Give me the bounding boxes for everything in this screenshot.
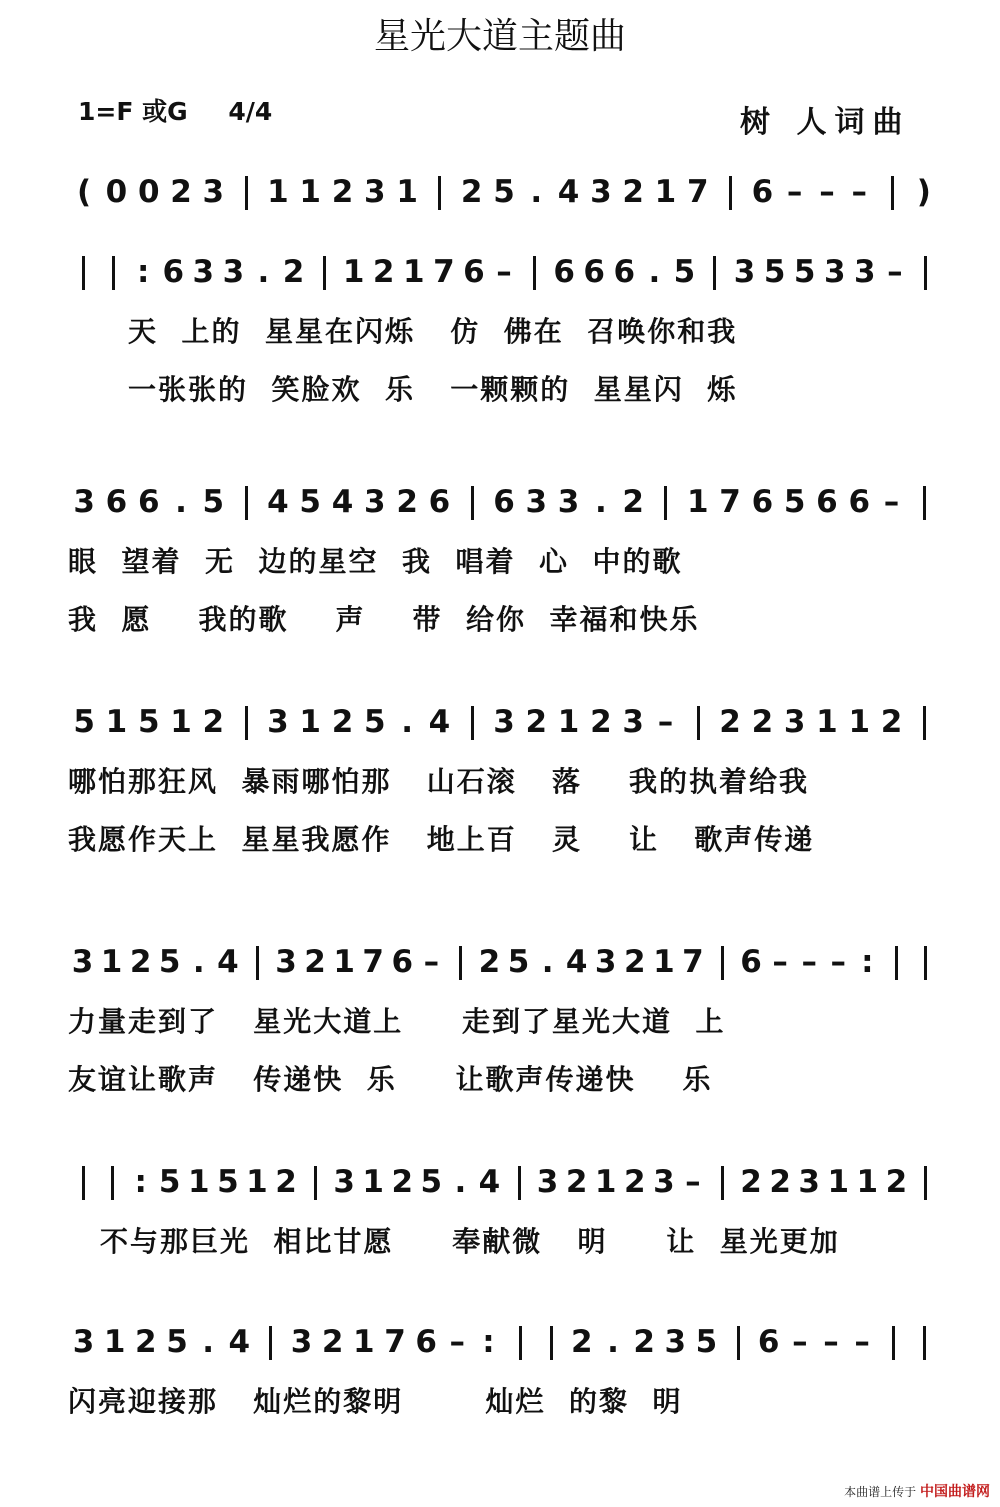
note: 1 xyxy=(816,704,838,740)
note: 7 xyxy=(433,254,455,290)
note: 2 xyxy=(571,1324,593,1360)
notation-mark: . xyxy=(594,484,607,520)
note: 3 xyxy=(290,1324,313,1360)
lyric-line: 一张张的 笑脸欢 乐 一颗颗的 星星闪 烁 xyxy=(128,373,738,406)
notation-mark: . xyxy=(192,944,205,980)
note: 1 xyxy=(105,704,128,740)
note: 6 xyxy=(751,174,774,210)
lyric-line: 天 上的 星星在闪烁 仿 佛在 召唤你和我 xyxy=(128,315,738,348)
note: 2 xyxy=(769,1164,791,1200)
note: 5 xyxy=(673,254,696,290)
lyric-line: 力量走到了 星光大道上 走到了星光大道 上 xyxy=(68,1005,726,1038)
note: 3 xyxy=(333,1164,355,1200)
notation-mark: – xyxy=(496,254,512,290)
note: 4 xyxy=(267,484,289,520)
note: 2 xyxy=(396,484,418,520)
note: 3 xyxy=(536,1164,559,1200)
note: 5 xyxy=(793,254,816,290)
note: 7 xyxy=(362,944,384,980)
notation-mark: – xyxy=(830,944,847,980)
lyric-line: 不与那巨光 相比甘愿 奉献微 明 让 星光更加 xyxy=(100,1225,840,1258)
note: 2 xyxy=(129,944,152,980)
note: 3 xyxy=(783,704,806,740)
note: 2 xyxy=(751,704,774,740)
note: 3 xyxy=(594,944,617,980)
lyric-line: 闪亮迎接那 灿烂的黎明 灿烂 的黎 明 xyxy=(68,1385,683,1418)
note: 6 xyxy=(613,254,636,290)
notation-mark: . xyxy=(541,944,554,980)
composer-credit: 树 人词曲 xyxy=(740,105,911,140)
lyric-line: 友谊让歌声 传递快 乐 让歌声传递快 乐 xyxy=(68,1063,713,1096)
notation-mark: : xyxy=(482,1324,495,1360)
page-title: 星光大道主题曲 xyxy=(373,16,626,57)
note: 3 xyxy=(192,254,215,290)
notes-line xyxy=(0,1318,1000,1388)
note: 3 xyxy=(653,1164,675,1200)
note: 2 xyxy=(624,944,646,980)
note: 2 xyxy=(740,1164,762,1200)
note: 7 xyxy=(719,484,741,520)
note: 3 xyxy=(733,254,756,290)
notation-mark: – xyxy=(657,704,674,740)
note: 5 xyxy=(507,944,530,980)
note: 5 xyxy=(158,1164,181,1200)
note: 6 xyxy=(493,484,515,520)
footer xyxy=(844,1481,990,1501)
note: 1 xyxy=(362,1164,384,1200)
note: 4 xyxy=(557,174,580,210)
notation-mark: – xyxy=(823,1324,839,1360)
key-signature-text: 1=F 或G xyxy=(78,97,188,126)
note: 5 xyxy=(493,174,515,210)
note: 3 xyxy=(525,484,548,520)
notation-mark: . xyxy=(202,1324,215,1360)
notation-mark: : xyxy=(136,254,150,290)
note: 6 xyxy=(757,1324,780,1360)
note: 2 xyxy=(525,704,548,740)
note: 3 xyxy=(72,1324,95,1360)
note: 5 xyxy=(158,944,181,980)
note: 2 xyxy=(565,1164,588,1200)
notation-mark: . xyxy=(530,174,543,210)
notation-mark: – xyxy=(801,944,817,980)
note: 3 xyxy=(493,704,515,740)
note: 3 xyxy=(275,944,297,980)
notation-mark: . xyxy=(454,1164,467,1200)
notation-mark: – xyxy=(851,174,867,210)
note: 3 xyxy=(222,254,245,290)
note: 2 xyxy=(719,704,741,740)
lyric-line: 我 愿 我的歌 声 带 给你 幸福和快乐 xyxy=(68,603,700,636)
note: 3 xyxy=(664,1324,687,1360)
notation-mark: : xyxy=(861,944,874,980)
note: 6 xyxy=(583,254,605,290)
notation-mark: ( xyxy=(77,174,92,210)
note: 7 xyxy=(682,944,704,980)
note: 5 xyxy=(73,704,95,740)
notation-mark: . xyxy=(401,704,413,740)
note: 2 xyxy=(460,174,483,210)
notes-line xyxy=(0,168,1000,238)
note: 5 xyxy=(763,254,786,290)
note: 5 xyxy=(166,1324,188,1360)
note: 1 xyxy=(267,174,289,210)
note: 3 xyxy=(364,174,386,210)
note: 5 xyxy=(783,484,806,520)
note: 5 xyxy=(695,1324,718,1360)
notation-mark: – xyxy=(685,1164,701,1200)
note: 2 xyxy=(331,704,354,740)
note: 4 xyxy=(478,1164,501,1200)
notes-line xyxy=(0,1158,1000,1228)
note: 2 xyxy=(282,254,305,290)
note: 6 xyxy=(463,254,485,290)
note: 2 xyxy=(478,944,501,980)
note: 1 xyxy=(396,174,418,210)
note: 1 xyxy=(299,174,321,210)
notation-mark: . xyxy=(257,254,270,290)
note: 1 xyxy=(827,1164,850,1200)
notation-mark: – xyxy=(819,174,835,210)
note: 3 xyxy=(854,254,876,290)
notes-line xyxy=(0,478,1000,548)
note: 1 xyxy=(100,944,123,980)
note: 6 xyxy=(751,484,774,520)
note: 7 xyxy=(686,174,709,210)
note: 4 xyxy=(565,944,588,980)
notation-mark: – xyxy=(449,1324,466,1360)
key-signature xyxy=(78,92,272,128)
note: 6 xyxy=(740,944,762,980)
lyric-line: 眼 望着 无 边的星空 我 唱着 心 中的歌 xyxy=(68,545,683,578)
note: 2 xyxy=(885,1164,908,1200)
note: 6 xyxy=(848,484,871,520)
note: 3 xyxy=(73,484,95,520)
note: 1 xyxy=(557,704,580,740)
time-signature-text: 4/4 xyxy=(228,97,273,126)
note: 4 xyxy=(428,704,451,740)
note: 5 xyxy=(364,704,386,740)
note: 2 xyxy=(170,174,192,210)
note: 6 xyxy=(162,254,185,290)
note: 2 xyxy=(372,254,395,290)
note: 3 xyxy=(202,174,225,210)
notation-mark: – xyxy=(792,1324,808,1360)
note: 1 xyxy=(654,174,677,210)
note: 2 xyxy=(135,1324,157,1360)
note: 0 xyxy=(105,174,128,210)
note: 3 xyxy=(823,254,846,290)
note: 3 xyxy=(364,484,386,520)
note: 6 xyxy=(428,484,451,520)
notation-mark: . xyxy=(175,484,187,520)
note: 3 xyxy=(798,1164,820,1200)
note: 6 xyxy=(105,484,128,520)
note: 2 xyxy=(202,704,225,740)
notation-mark: . xyxy=(607,1324,619,1360)
note: 1 xyxy=(333,944,355,980)
note: 4 xyxy=(228,1324,251,1360)
note: 2 xyxy=(624,1164,646,1200)
note: 1 xyxy=(299,704,321,740)
note: 3 xyxy=(622,704,644,740)
note: 4 xyxy=(331,484,354,520)
notation-mark: . xyxy=(648,254,661,290)
note: 5 xyxy=(299,484,321,520)
notes-line xyxy=(0,698,1000,768)
note: 2 xyxy=(275,1164,297,1200)
note: 2 xyxy=(304,944,326,980)
note: 3 xyxy=(557,484,580,520)
note: 4 xyxy=(217,944,239,980)
notation-mark: – xyxy=(854,1324,870,1360)
note: 2 xyxy=(880,704,903,740)
note: 2 xyxy=(622,174,644,210)
note: 6 xyxy=(415,1324,437,1360)
footer-site-logo: 中国曲谱网 xyxy=(920,1484,990,1500)
footer-uploaded-text: 本曲谱上传于 xyxy=(844,1485,917,1499)
notation-mark: : xyxy=(134,1164,147,1200)
note: 1 xyxy=(653,944,675,980)
notation-mark: – xyxy=(883,484,900,520)
note: 1 xyxy=(594,1164,617,1200)
notation-mark: ) xyxy=(916,174,931,210)
notes-line xyxy=(0,248,1000,318)
note: 1 xyxy=(686,484,709,520)
notes-line xyxy=(0,938,1000,1008)
note: 5 xyxy=(217,1164,239,1200)
note: 6 xyxy=(391,944,414,980)
note: 1 xyxy=(246,1164,268,1200)
notation-mark: – xyxy=(423,944,440,980)
note: 1 xyxy=(353,1324,375,1360)
note: 1 xyxy=(188,1164,210,1200)
note: 3 xyxy=(590,174,612,210)
note: 1 xyxy=(848,704,871,740)
note: 2 xyxy=(590,704,612,740)
note: 5 xyxy=(137,704,160,740)
note: 1 xyxy=(170,704,192,740)
note: 7 xyxy=(384,1324,406,1360)
note: 1 xyxy=(402,254,425,290)
note: 6 xyxy=(137,484,160,520)
note: 2 xyxy=(622,484,644,520)
note: 6 xyxy=(553,254,575,290)
note: 2 xyxy=(321,1324,344,1360)
note: 6 xyxy=(816,484,838,520)
note: 2 xyxy=(633,1324,655,1360)
note: 3 xyxy=(71,944,94,980)
notation-mark: – xyxy=(786,174,803,210)
note: 5 xyxy=(420,1164,443,1200)
note: 1 xyxy=(103,1324,126,1360)
notation-mark: – xyxy=(887,254,903,290)
note: 3 xyxy=(267,704,289,740)
note: 5 xyxy=(202,484,225,520)
lyric-line: 哪怕那狂风 暴雨哪怕那 山石滚 落 我的执着给我 xyxy=(68,765,809,798)
note: 2 xyxy=(331,174,354,210)
lyric-line: 我愿作天上 星星我愿作 地上百 灵 让 歌声传递 xyxy=(68,823,815,856)
note: 1 xyxy=(856,1164,879,1200)
note: 0 xyxy=(137,174,160,210)
note: 2 xyxy=(391,1164,414,1200)
notation-mark: – xyxy=(772,944,788,980)
note: 1 xyxy=(342,254,365,290)
